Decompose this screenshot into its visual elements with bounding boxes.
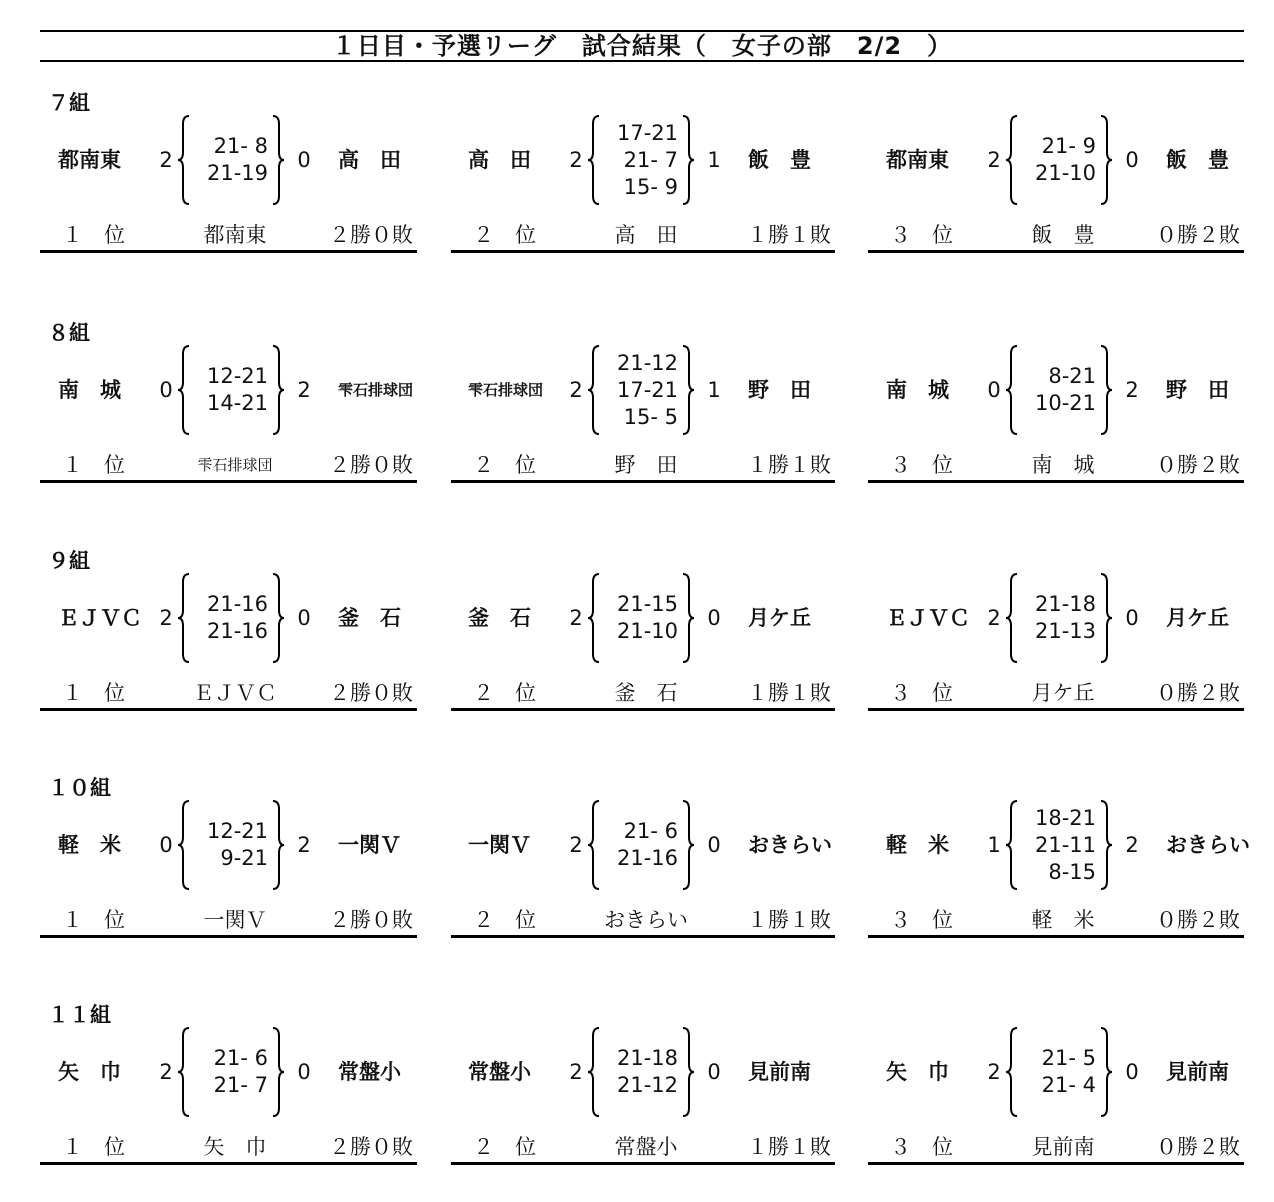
left-brace bbox=[176, 799, 192, 891]
set-scores bbox=[194, 346, 268, 434]
right-brace bbox=[1098, 799, 1114, 891]
away-score: 2 bbox=[1125, 378, 1139, 402]
standing-place: ２ 位 bbox=[473, 223, 536, 247]
home-team: 常盤小 bbox=[468, 1060, 531, 1084]
set-score: 17-21 bbox=[616, 377, 678, 402]
set-scores bbox=[194, 116, 268, 204]
away-team: 高 田 bbox=[338, 148, 401, 172]
left-brace bbox=[1004, 114, 1020, 206]
right-brace bbox=[680, 572, 696, 664]
left-brace bbox=[1004, 344, 1020, 436]
group-block bbox=[0, 775, 1274, 975]
standing-place: １ 位 bbox=[62, 453, 125, 477]
standing-team: 飯 豊 bbox=[1031, 223, 1095, 247]
set-score: 8-15 bbox=[1048, 859, 1096, 884]
standing-record: ０勝２敗 bbox=[1156, 223, 1240, 247]
standing-team: 一関Ｖ bbox=[203, 908, 267, 932]
set-score: 15- 5 bbox=[623, 404, 678, 429]
standing-row bbox=[868, 1132, 1244, 1165]
standing-row bbox=[451, 678, 835, 711]
away-score: 0 bbox=[297, 1060, 311, 1084]
standing-record: ０勝２敗 bbox=[1156, 908, 1240, 932]
right-brace bbox=[1098, 344, 1114, 436]
page-title: １日目・予選リーグ 試合結果（ 女子の部 2/2 ） bbox=[331, 32, 953, 60]
home-team: 矢 巾 bbox=[58, 1060, 121, 1084]
set-score: 21-11 bbox=[1034, 832, 1096, 857]
set-scores bbox=[604, 801, 678, 889]
home-score: 2 bbox=[569, 606, 583, 630]
standing-place: ２ 位 bbox=[473, 908, 536, 932]
standing-record: １勝１敗 bbox=[747, 908, 831, 932]
set-scores bbox=[604, 116, 678, 204]
set-score: 21-18 bbox=[616, 1046, 678, 1070]
standing-team: ＥＪＶＣ bbox=[193, 681, 277, 705]
standing-place: ３ 位 bbox=[890, 453, 953, 477]
standing-team: 矢 巾 bbox=[203, 1135, 267, 1159]
standing-team: 都南東 bbox=[203, 223, 267, 247]
standing-record: ２勝０敗 bbox=[329, 681, 413, 705]
standing-team: 月ケ丘 bbox=[1031, 681, 1095, 705]
set-score: 12-21 bbox=[206, 364, 268, 388]
set-scores bbox=[194, 574, 268, 662]
match-result bbox=[58, 110, 438, 210]
home-team: 矢 巾 bbox=[886, 1060, 949, 1084]
set-score: 21- 9 bbox=[1041, 134, 1096, 158]
set-score: 8-21 bbox=[1048, 364, 1096, 388]
away-team: おきらい bbox=[748, 833, 832, 857]
home-score: 2 bbox=[987, 148, 1001, 172]
standing-place: １ 位 bbox=[62, 908, 125, 932]
set-scores bbox=[194, 1028, 268, 1116]
set-score: 21-13 bbox=[1034, 619, 1096, 643]
set-score: 21-10 bbox=[1034, 161, 1096, 185]
standing-record: ２勝０敗 bbox=[329, 453, 413, 477]
standing-team: 常盤小 bbox=[614, 1135, 678, 1159]
away-team: 見前南 bbox=[1166, 1060, 1229, 1084]
away-score: 0 bbox=[297, 606, 311, 630]
home-team: 軽 米 bbox=[886, 833, 949, 857]
left-brace bbox=[176, 114, 192, 206]
standing-row bbox=[451, 905, 835, 938]
set-scores bbox=[1022, 1028, 1096, 1116]
standing-place: ３ 位 bbox=[890, 908, 953, 932]
set-score: 21- 5 bbox=[1041, 1046, 1096, 1070]
home-score: 0 bbox=[159, 833, 173, 857]
standing-team: 野 田 bbox=[614, 453, 678, 477]
right-brace bbox=[680, 114, 696, 206]
set-scores bbox=[1022, 801, 1096, 889]
group-label: ８組 bbox=[48, 321, 90, 345]
away-team: 飯 豊 bbox=[1166, 148, 1229, 172]
left-brace bbox=[176, 344, 192, 436]
home-team: 軽 米 bbox=[58, 833, 121, 857]
set-score: 15- 9 bbox=[623, 174, 678, 199]
home-team: 都南東 bbox=[58, 148, 121, 172]
standing-place: １ 位 bbox=[62, 681, 125, 705]
away-team: 野 田 bbox=[748, 378, 811, 402]
away-team: 釜 石 bbox=[338, 606, 401, 630]
match-result bbox=[886, 568, 1266, 668]
standing-team: 軽 米 bbox=[1031, 908, 1095, 932]
group-block bbox=[0, 1002, 1274, 1202]
away-score: 0 bbox=[707, 833, 721, 857]
standing-team: 南 城 bbox=[1031, 453, 1095, 477]
left-brace bbox=[586, 799, 602, 891]
standing-place: ２ 位 bbox=[473, 1135, 536, 1159]
home-score: 2 bbox=[159, 148, 173, 172]
home-score: 2 bbox=[569, 1060, 583, 1084]
away-team: 月ケ丘 bbox=[1166, 606, 1229, 630]
set-score: 21- 8 bbox=[213, 134, 268, 158]
home-score: 2 bbox=[569, 148, 583, 172]
set-score: 21-15 bbox=[616, 592, 678, 616]
home-team: 一関Ｖ bbox=[468, 833, 531, 857]
away-score: 0 bbox=[297, 148, 311, 172]
standing-row bbox=[451, 1132, 835, 1165]
home-team: 雫石排球団 bbox=[468, 381, 544, 399]
left-brace bbox=[176, 572, 192, 664]
standing-team: 見前南 bbox=[1031, 1135, 1095, 1159]
standing-team: 高 田 bbox=[614, 223, 678, 247]
away-team: 見前南 bbox=[748, 1060, 811, 1084]
set-score: 21-12 bbox=[616, 1073, 678, 1097]
home-score: 2 bbox=[569, 378, 583, 402]
away-team: 雫石排球団 bbox=[338, 381, 414, 399]
match-result bbox=[58, 1022, 438, 1122]
away-team: 飯 豊 bbox=[748, 148, 811, 172]
standing-row bbox=[868, 678, 1244, 711]
right-brace bbox=[270, 572, 286, 664]
match-result bbox=[468, 568, 848, 668]
standing-record: １勝１敗 bbox=[747, 223, 831, 247]
home-team: 高 田 bbox=[468, 148, 531, 172]
set-score: 14-21 bbox=[206, 391, 268, 415]
standing-place: １ 位 bbox=[62, 223, 125, 247]
standing-row bbox=[40, 678, 417, 711]
group-label: １１組 bbox=[48, 1003, 111, 1027]
away-team: おきらい bbox=[1166, 833, 1250, 857]
standing-record: ２勝０敗 bbox=[329, 223, 413, 247]
right-brace bbox=[270, 114, 286, 206]
home-score: 2 bbox=[159, 1060, 173, 1084]
set-score: 21-18 bbox=[1034, 592, 1096, 616]
standing-row bbox=[451, 220, 835, 253]
match-result bbox=[58, 340, 438, 440]
group-label: １０組 bbox=[48, 776, 111, 800]
standing-record: ０勝２敗 bbox=[1156, 1135, 1240, 1159]
left-brace bbox=[586, 572, 602, 664]
standing-place: ３ 位 bbox=[890, 1135, 953, 1159]
away-score: 0 bbox=[707, 1060, 721, 1084]
standing-row bbox=[451, 450, 835, 483]
match-result bbox=[468, 110, 848, 210]
left-brace bbox=[1004, 1026, 1020, 1118]
right-brace bbox=[270, 1026, 286, 1118]
set-score: 21- 7 bbox=[213, 1073, 268, 1097]
home-team: 南 城 bbox=[886, 378, 949, 402]
standing-place: ２ 位 bbox=[473, 453, 536, 477]
set-score: 9-21 bbox=[220, 846, 268, 870]
set-scores bbox=[1022, 116, 1096, 204]
standing-row bbox=[40, 450, 417, 483]
right-brace bbox=[1098, 114, 1114, 206]
set-scores bbox=[1022, 346, 1096, 434]
left-brace bbox=[1004, 799, 1020, 891]
away-score: 2 bbox=[297, 833, 311, 857]
group-label: ７組 bbox=[48, 91, 90, 115]
home-team: 釜 石 bbox=[468, 606, 531, 630]
standing-team: 釜 石 bbox=[614, 681, 678, 705]
group-block bbox=[0, 320, 1274, 520]
left-brace bbox=[586, 1026, 602, 1118]
home-team: ＥＪＶＣ bbox=[58, 606, 142, 630]
set-score: 12-21 bbox=[206, 819, 268, 843]
set-score: 21- 6 bbox=[623, 819, 678, 843]
away-team: 野 田 bbox=[1166, 378, 1229, 402]
set-score: 21-10 bbox=[616, 619, 678, 643]
set-scores bbox=[194, 801, 268, 889]
standing-row bbox=[40, 905, 417, 938]
standing-row bbox=[40, 1132, 417, 1165]
right-brace bbox=[680, 1026, 696, 1118]
home-team: 南 城 bbox=[58, 378, 121, 402]
group-block bbox=[0, 90, 1274, 290]
standing-row bbox=[868, 905, 1244, 938]
set-score: 21-19 bbox=[206, 161, 268, 185]
left-brace bbox=[586, 114, 602, 206]
match-result bbox=[468, 795, 848, 895]
away-score: 0 bbox=[707, 606, 721, 630]
home-score: 2 bbox=[987, 606, 1001, 630]
set-score: 21-12 bbox=[616, 350, 678, 375]
set-score: 21-16 bbox=[206, 592, 268, 616]
standing-record: １勝１敗 bbox=[747, 1135, 831, 1159]
set-scores bbox=[1022, 574, 1096, 662]
left-brace bbox=[1004, 572, 1020, 664]
match-result bbox=[886, 110, 1266, 210]
right-brace bbox=[1098, 1026, 1114, 1118]
match-result bbox=[58, 795, 438, 895]
standing-place: ２ 位 bbox=[473, 681, 536, 705]
away-score: 1 bbox=[707, 148, 721, 172]
home-score: 0 bbox=[159, 378, 173, 402]
set-score: 21-16 bbox=[206, 619, 268, 643]
set-score: 18-21 bbox=[1034, 805, 1096, 830]
match-result bbox=[886, 340, 1266, 440]
set-scores bbox=[604, 574, 678, 662]
match-result bbox=[468, 340, 848, 440]
standing-record: ２勝０敗 bbox=[329, 1135, 413, 1159]
set-score: 21- 7 bbox=[623, 147, 678, 172]
set-score: 21- 6 bbox=[213, 1046, 268, 1070]
home-team: ＥＪＶＣ bbox=[886, 606, 970, 630]
away-team: 常盤小 bbox=[338, 1060, 401, 1084]
home-team: 都南東 bbox=[886, 148, 949, 172]
standing-team: おきらい bbox=[604, 908, 688, 932]
away-score: 2 bbox=[1125, 833, 1139, 857]
standing-team: 雫石排球団 bbox=[197, 456, 273, 474]
right-brace bbox=[270, 344, 286, 436]
away-team: 月ケ丘 bbox=[748, 606, 811, 630]
away-score: 2 bbox=[297, 378, 311, 402]
group-label: ９組 bbox=[48, 549, 90, 573]
right-brace bbox=[1098, 572, 1114, 664]
standing-record: ０勝２敗 bbox=[1156, 681, 1240, 705]
home-score: 1 bbox=[987, 833, 1001, 857]
standing-record: ２勝０敗 bbox=[329, 908, 413, 932]
away-score: 0 bbox=[1125, 148, 1139, 172]
left-brace bbox=[586, 344, 602, 436]
match-result bbox=[468, 1022, 848, 1122]
standing-place: １ 位 bbox=[62, 1135, 125, 1159]
standing-place: ３ 位 bbox=[890, 681, 953, 705]
home-score: 0 bbox=[987, 378, 1001, 402]
right-brace bbox=[680, 344, 696, 436]
standing-row bbox=[868, 450, 1244, 483]
set-scores bbox=[604, 1028, 678, 1116]
away-score: 1 bbox=[707, 378, 721, 402]
standing-record: １勝１敗 bbox=[747, 453, 831, 477]
home-score: 2 bbox=[159, 606, 173, 630]
right-brace bbox=[270, 799, 286, 891]
right-brace bbox=[680, 799, 696, 891]
title-bar bbox=[40, 30, 1244, 62]
set-scores bbox=[604, 346, 678, 434]
left-brace bbox=[176, 1026, 192, 1118]
set-score: 21- 4 bbox=[1041, 1073, 1096, 1097]
standing-row bbox=[868, 220, 1244, 253]
standing-record: １勝１敗 bbox=[747, 681, 831, 705]
set-score: 21-16 bbox=[616, 846, 678, 870]
standing-record: ０勝２敗 bbox=[1156, 453, 1240, 477]
standing-place: ３ 位 bbox=[890, 223, 953, 247]
match-result bbox=[886, 1022, 1266, 1122]
home-score: 2 bbox=[987, 1060, 1001, 1084]
standing-row bbox=[40, 220, 417, 253]
match-result bbox=[886, 795, 1266, 895]
set-score: 10-21 bbox=[1034, 391, 1096, 415]
away-score: 0 bbox=[1125, 606, 1139, 630]
away-team: 一関Ｖ bbox=[338, 833, 401, 857]
home-score: 2 bbox=[569, 833, 583, 857]
match-result bbox=[58, 568, 438, 668]
set-score: 17-21 bbox=[616, 120, 678, 145]
group-block bbox=[0, 548, 1274, 748]
away-score: 0 bbox=[1125, 1060, 1139, 1084]
